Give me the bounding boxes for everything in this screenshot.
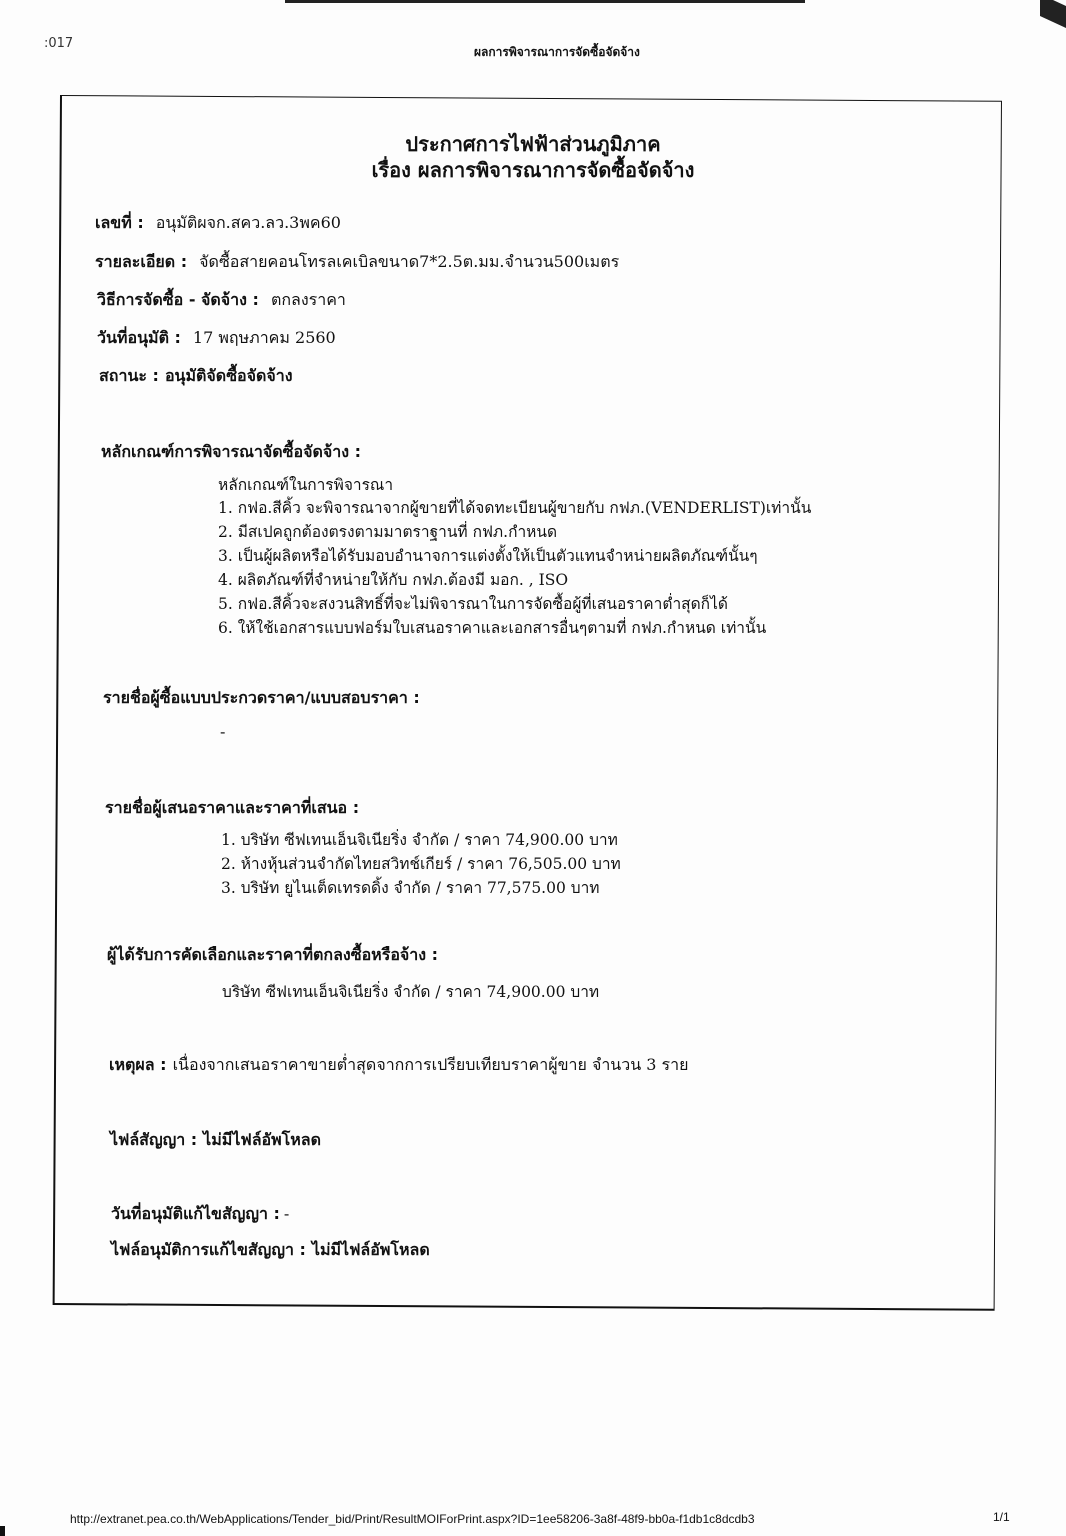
bidder-item: 1. บริษัท ซีฟเทนเอ็นจิเนียริ่ง จำกัด / ราคา 74,900.00 บาท [221,831,618,849]
approve-date-value: 17 พฤษภาคม 2560 [192,328,336,347]
criteria-item: 2. มีสเปคถูกต้องตรงตามมาตราฐานที่ กฟภ.กำหนด [218,523,558,541]
criteria-item: 1. กฟอ.สีคิ้ว จะพิจารณาจากผู้ขายที่ได้จดทะเบียนผู้ขายกับ กฟภ.(VENDERLIST)เท่านั้น [218,499,812,517]
detail-label: รายละเอียด : [95,252,188,271]
amend-date-row [111,1202,289,1227]
reason-value: เนื่องจากเสนอราคาขายต่ำสุดจากการเปรียบเทียบราคาผู้ขาย จำนวน 3 ราย [172,1055,689,1074]
contract-file-label: ไฟล์สัญญา : [110,1130,198,1149]
amend-file-label: ไฟล์อนุมัติการแก้ไขสัญญา : [111,1240,306,1259]
method-row [97,288,346,313]
scan-edge-mark [0,1526,5,1536]
approve-date-label: วันที่อนุมัติ : [97,328,181,347]
amend-file-row [111,1238,430,1263]
bidders-heading: รายชื่อผู้เสนอราคาและราคาที่เสนอ : [105,798,360,817]
number-value: อนุมัติผจก.สคว.ลว.3พค60 [155,213,341,232]
criteria-subheading: หลักเกณฑ์ในการพิจารณา [218,476,394,494]
announcement-subject: เรื่อง ผลการพิจารณาการจัดซื้อจัดจ้าง [371,158,695,182]
header-date: :017 [44,36,74,51]
winner-heading: ผู้ได้รับการคัดเลือกและราคาที่ตกลงซื้อหรือจ้าง : [107,945,439,964]
detail-row [95,250,619,275]
method-label: วิธีการจัดซื้อ - จัดจ้าง : [97,290,259,309]
criteria-item: 4. ผลิตภัณฑ์ที่จำหน่ายให้กับ กฟภ.ต้องมี มอก. , ISO [218,571,569,589]
contract-file-row [110,1128,321,1153]
bidder-item: 2. ห้างหุ้นส่วนจำกัดไทยสวิทช์เกียร์ / ราคา 76,505.00 บาท [221,855,621,873]
approve-date-row [97,326,336,351]
criteria-item: 6. ให้ใช้เอกสารแบบฟอร์มใบเสนอราคาและเอกสารอื่นๆตามที่ กฟภ.กำหนด เท่านั้น [218,619,767,637]
footer-page-number: 1/1 [993,1510,1010,1524]
footer-url: http://extranet.pea.co.th/WebApplications/Tender_bid/Print/ResultMOIForPrint.aspx?ID=1ee58206-3a8f-48f9-bb0a-f1db1c8dcdb3 [70,1512,755,1526]
number-label: เลขที่ : [95,213,144,232]
buyers-heading: รายชื่อผู้ซื้อแบบประกวดราคา/แบบสอบราคา : [103,688,420,707]
criteria-item: 3. เป็นผู้ผลิตหรือได้รับมอบอำนาจการแต่งตั้งให้เป็นตัวแทนจำหน่ายผลิตภัณฑ์นั้นๆ [218,547,758,565]
criteria-heading: หลักเกณฑ์การพิจารณาจัดซื้อจัดจ้าง : [101,442,362,461]
status-label: สถานะ : [99,366,159,385]
scan-top-edge [285,0,805,3]
announcement-title: ประกาศการไฟฟ้าส่วนภูมิภาค [405,132,661,156]
criteria-item: 5. กฟอ.สีคิ้วจะสงวนสิทธิ์ที่จะไม่พิจารณาในการจัดซื้อผู้ที่เสนอราคาต่ำสุดก็ได้ [218,595,728,613]
bidder-item: 3. บริษัท ยูไนเต็ดเทรดดิ้ง จำกัด / ราคา 77,575.00 บาท [221,879,600,897]
amend-date-value: - [283,1204,290,1223]
status-value: อนุมัติจัดซื้อจัดจ้าง [164,366,293,385]
reason-label: เหตุผล : [109,1055,167,1074]
contract-file-value: ไม่มีไฟล์อัพโหลด [203,1130,321,1149]
header-page-title: ผลการพิจารณาการจัดซื้อจัดจ้าง [474,45,640,59]
buyers-value: - [220,722,226,741]
winner-value: บริษัท ซีฟเทนเอ็นจิเนียริ่ง จำกัด / ราคา 74,900.00 บาท [222,983,600,1001]
status-row [99,364,293,389]
scan-corner-mark [1040,0,1066,28]
number-row [95,211,341,236]
method-value: ตกลงราคา [270,290,346,309]
amend-file-value: ไม่มีไฟล์อัพโหลด [311,1240,430,1259]
amend-date-label: วันที่อนุมัติแก้ไขสัญญา : [111,1204,280,1223]
detail-value: จัดซื้อสายคอนโทรลเคเบิลขนาด7*2.5ต.มม.จำนวน500เมตร [199,252,620,271]
reason-row [109,1053,688,1078]
